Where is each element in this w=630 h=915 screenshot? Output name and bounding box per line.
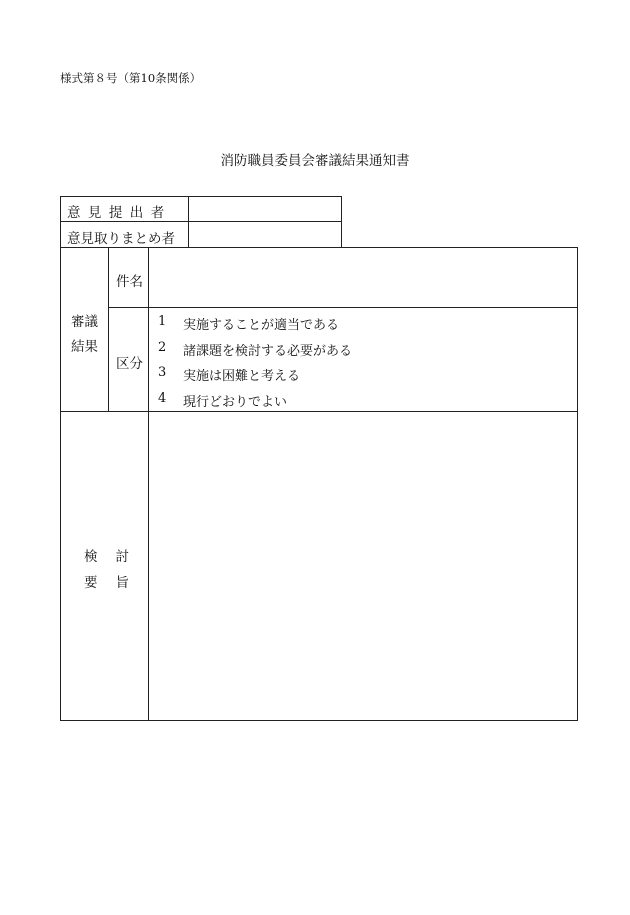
discussion-label-2: 要 旨: [84, 575, 129, 591]
document-title: 消防職員委員会審議結果通知書: [220, 153, 410, 169]
option-1-text: 実施することが適当である: [183, 318, 340, 333]
category-label: 区分: [116, 356, 143, 372]
option-2-text: 諸課題を検討する必要がある: [183, 344, 353, 359]
option-4-number: 4: [158, 391, 167, 406]
review-result-label-2: 結果: [71, 339, 98, 355]
discussion-content[interactable]: [156, 420, 566, 710]
discussion-label-1: 検 討: [84, 549, 129, 565]
form-number: 様式第８号（第10条関係）: [60, 71, 202, 85]
option-3-number: 3: [158, 365, 167, 380]
option-2-number: 2: [158, 340, 167, 355]
compiler-label: 意見取りまとめ者: [67, 231, 175, 247]
review-result-label-1: 審議: [71, 314, 98, 330]
option-3-text: 実施は困難と考える: [183, 369, 301, 384]
option-4-text: 現行どおりでよい: [183, 395, 288, 410]
submitter-label: 意見提出者: [67, 205, 172, 221]
option-1-number: 1: [158, 314, 167, 329]
subject-label: 件名: [116, 274, 143, 290]
